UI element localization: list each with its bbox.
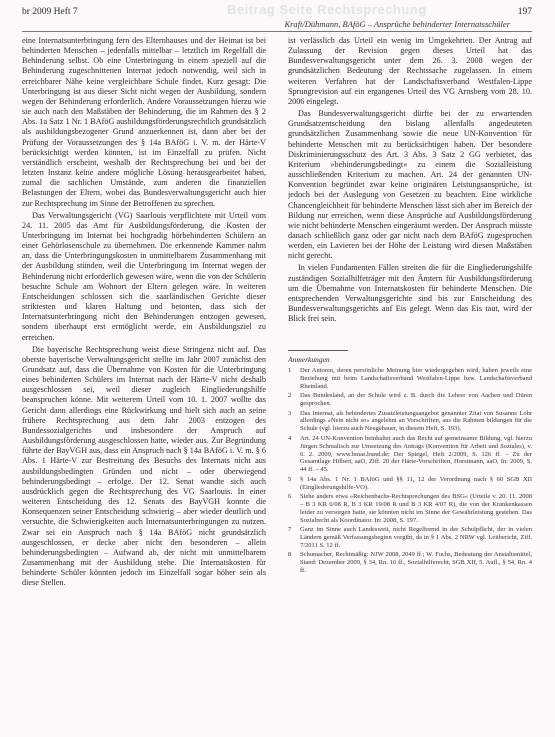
footnote-number: 7 bbox=[288, 526, 292, 534]
paragraph: eine Internatsunterbringung fern des Elternhauses und der Heimat ist bei behinderten Menschen – jedenfalls mittelbar – letztlich im Regelfall die Behinderung selbst. Ob eine Unterbringung in einem speziell auf die Behinderung zugeschnittenen Internat jedoch notwendig, weil sich in erreichbarer Nähe keine vergleichbare Schule findet. Kurz gesagt: Die Unterbringung ist aus dieser Sicht nicht wegen der Ausbildung, sondern wegen der Behinderung erforderlich. Andere Voraussetzungen hierzu wie sie auch nach den Maßstäben der Behinderung, die im Rahmen des § 2 Abs. 1a Satz 1 Nr. 1 BAföG ausbildungsförderungsrechtlich grundsätzlich als ausbildungsbezogener Grund anzuerkennen ist, dann aber bei der Prüfung der Voraussetzungen des § 14a BAföG i. V. m. der Härte-V berücksichtigt werden könnten, ist im Einzelfall zu prüfen. Nicht verständlich erscheint, weshalb der Rechtsprechung bei und bei der letzten Instanz keine andere mögliche Lösung herausgearbeitet haben, zumal die sachlichen Umstände, zum anderen die finanziellen Belastungen der Eltern, wobei das Bundesverwaltungsgericht auch hier zur Rechtsprechung im Sinne der Betroffenen zu sprechen. bbox=[22, 36, 266, 208]
journal-issue: br 2009 Heft 7 bbox=[22, 7, 78, 17]
footnote-text: Das Internat, als behindertes Zusatzleistungsangebot genannter Zitat von Susanne Lohr allerdings »Nein nicht so« angelehnt an Vorschriften, aus die Rahmen bildungen für die Schule (vgl. hierzu auch Neugebauer, in diesem Heft, S. 193). bbox=[300, 409, 532, 433]
footnote-text: Der Autoren, deren persönliche Meinung hier wiedergegeben wird, haben jeweils eine Beziehung mit beim Landschaftsverband Westfalen-Lippe bzw. Landschaftsverband Rheinland. bbox=[300, 367, 532, 390]
footnote-number: 3 bbox=[288, 409, 292, 417]
footnote-text: Ganz im Sinne auch Landesweit, nicht Regelfremd in der Schulpflicht, der in vielen Ländern gemäß Verfassungsbeginn vorgibt, da in § 1 Abs. 2 NRW vgl. Leitbericht, Ziff. 7/2011 S. 12 ff. bbox=[300, 526, 532, 550]
footnote bbox=[288, 435, 532, 475]
right-column bbox=[288, 36, 532, 344]
footnote bbox=[288, 493, 532, 525]
footnote-number: 6 bbox=[288, 493, 292, 501]
footnote-text: Siehe anders etwa »Reichenbachs-Rechtsprechungen des BSG« (Urteile v. 20. 11. 2008 – B 3 KR 6/08 R, B 3 KR 19/08 R und B 3 KR 4/07 R), die von der Krankenkassen leider zu versorgen hatte, sie könnten nicht im Sinne der Gewährleistung gestehen. Das Sozialrecht als Koordinator. In: 2008, S. 197. bbox=[300, 493, 532, 524]
footnote bbox=[288, 410, 532, 434]
footnote bbox=[288, 526, 532, 550]
footnote-number: 8 bbox=[288, 551, 292, 559]
footnote bbox=[288, 392, 532, 408]
paragraph: ist verlässlich das Urteil ein wenig im Umgekehrten. Der Antrag auf Zulassung der Revision gegen dieses Urteil hat das Bundesverwaltungsgericht unter dem 26. 3. 2008 wegen der grundsätzlichen Bedeutung der Rechtssache zugelassen. In einem weiteren Verfahren hat der Landschaftsverband Westfalen-Lippe Sprungrevision auf ein ergangenes Urteil des VG Arnsberg vom 28. 10. 2006 eingelegt. bbox=[288, 36, 532, 106]
footnote-text: Schumacher, Rechtmäßig: NJW 2008, 2049 ff.; W. Fuchs, Bedeutung der Anstaltsmittel, Stand: Dezember 2009, § 34, Rn. 16 ff., Sozialhilferecht, SGB XII, 5. Aufl., § 54, Rn. 4 ff. bbox=[300, 551, 532, 575]
footnote-text: § 14a Abs. 1 Nr. 1 BAföG und §§ 11, 12 der Verordnung nach § 60 SGB XII (Eingliederungshilfe-VO). bbox=[300, 475, 532, 491]
header-rule bbox=[22, 31, 532, 32]
paragraph: Das Verwaltungsgericht (VG) Saarlouis verpflichtete mit Urteil vom 24. 11. 2005 das Amt für Ausbildungsförderung, die Kosten der Unterbringung im Internat bei hochgradig hörbehinderten Schülern an einer Gehörlosenschule zu übernehmen. Die erkennende Kammer nahm an, dass die Unterbringungskosten in unmittelbarem Zusammenhang mit der Ausbildung stünden, weil die Unterbringung im Internat wegen der Behinderung nicht erforderlich gewesen wäre, wenn die von der Schülerin besuchte Schule am Wohnort der Eltern gelegen wäre. In weiteren Entscheidungen schlossen sich die saarländischen Gerichte dieser striktesten und klaren Haltung und betonten, dass sich der Internatsunterbringung nicht den Behinderungen entzogen gewesen, sondern überhaupt erst ermöglicht werde, ein Ausbildungsziel zu erreichen. bbox=[22, 210, 266, 342]
footnote bbox=[288, 551, 532, 575]
footnote-number: 4 bbox=[288, 434, 292, 442]
footnote bbox=[288, 476, 532, 492]
left-column bbox=[22, 36, 266, 732]
page-number: 197 bbox=[517, 7, 532, 17]
paragraph: Die bayerische Rechtsprechung weist diese Stringenz nicht auf. Das oberste bayerische Verwaltungsgericht stellte im Jahr 2007 zunächst den Grundsatz auf, dass die Übernahme von Kosten für die Unterbringung eines behinderten Schülers im Internat nach der Härte-V nicht deshalb ausgeschlossen sei, weil dieser zugleich Eingliederungshilfe beanspruchen könne. Mit weiterem Urteil vom 10. 1. 2007 wollte das Gericht dann allerdings eine Rückwirkung und hielt sich auch an seine frühere Rechtsprechung aus dem Jahr 2003 entzogen des Bundessozialgerichts und insbesondere der Anspruch auf Ausbildungsförderung ausgeschlossen hatte, wieder aus. Zur Begründung führte der BayVGH aus, dass ein Anspruch nach § 14a BAföG i. V. m. § 6 Abs. 1 Härte-V zur Bestreitung des Besuchs des Internats nicht aus ausbildungsbedingten Gründen und nicht – oder überwiegend behinderungsbedingt – erfolge. Der 12. Senat wandte sich auch ausdrücklich gegen die Rechtsprechung des VG Saarlouis. In einer weiteren Entscheidung des 12. Senats des BayVGH konnte die Konsequenzen seiner Entscheidung schwierig – aber wieder deutlich und versuchte, die Schwierigkeiten auch Internatsunterbringungen zu nutzen. Zwar sei ein Anspruch nach § 14a BAföG nicht grundsätzlich ausgeschlossen, er decke aber nicht den besonderen – allein behinderungsbedingten – Aufwand ab, der nicht mit unmittelbarem Zusammenhang mit der Ausbildung stehe. Die Internatskosten für behinderte Schüler könnten jedoch im Einzelfall sogar höher sein als diese Stellen. bbox=[22, 344, 266, 588]
paragraph: In vielen Fundamenten Fällen streiten die für die Eingliederungshilfe zuständigen Sozialhilfeträger mit den Ämtern für Ausbildungsförderung um die Übernahme von Internatskosten für behinderte Menschen. Die entsprechenden Verwaltungsgerichte sind bis zur Entscheidung des Bundesverwaltungsgerichts auf Eis gelegt. Wenn das Eis taut, wird der Blick frei sein. bbox=[288, 263, 532, 324]
section-banner: Beitrag Seite Rechtsprechung bbox=[227, 2, 427, 17]
footnotes-heading: Anmerkungen bbox=[288, 355, 330, 364]
running-header bbox=[22, 2, 532, 19]
footnote bbox=[288, 367, 532, 391]
footnote-text: Das Bundesland, an der Schule wird z. B. durch die Lehrer von Aachen und Düren gesprochen. bbox=[300, 392, 532, 408]
footnote-number: 1 bbox=[288, 367, 292, 374]
article-subtitle: Kraft/Dühmann, BAföG – Ansprüche behinderter Internatsschüler bbox=[284, 19, 510, 29]
footnotes bbox=[288, 367, 532, 735]
footnote-rule bbox=[288, 350, 348, 351]
footnote-number: 5 bbox=[288, 475, 292, 483]
footnote-text: Art. 24 UN-Konvention beinhaltet auch das Recht auf gemeinsame Bildung, vgl. hierzu Jürgen Schmalisch zur Umsetzung des Antrags (Konvention für Arbeit und Soziales), v. 6. 2. 2009, www.bmas.bund.de; Der Spiegel, Heft 2/2009, S. 126 ff. – Zu der Gesamtlage Hilbert, aaO, Ziff. 20 der Härte-Vorschriften, Horstmann, aaO, In: 2009, S. 44 ff. – 45. bbox=[300, 434, 532, 474]
paragraph: Das Bundesverwaltungsgericht dürfte bei der zu erwartenden Grundsatzentscheidung den bislang allenfalls angedeuteten grundsätzlichen Zusammenhang sowie die neue UN-Konvention für behinderte Menschen mit zu berücksichtigen haben. Der besondere Diskriminierungsschutz des Art. 3 Abs. 3 Satz 2 GG verbietet, das Kriterium »behinderungsbedingt« zu einem die Sozialleistung ausschließenden Kriterium zu machen. Art. 24 der genannten UN-Konvention begründet zwar keine originären Leistungsansprüche, ist jedoch bei der Auslegung von Gesetzen zu beachten. Eine wirkliche Chancengleichheit für behinderte Menschen lässt sich aber im Bereich der Bildung nur erreichen, wenn diese Ansprüche auf Ausbildungsförderung wie nicht behinderte Menschen eingeräumt werden. Der Anspruch müsste danach schließlich ganz oder gar nicht nach dem BAföG zugesprochen werden, ein Lavieren bei der Höhe der Leistung wird diesen Maßstäben nicht gerecht. bbox=[288, 109, 532, 261]
footnote-number: 2 bbox=[288, 392, 292, 400]
